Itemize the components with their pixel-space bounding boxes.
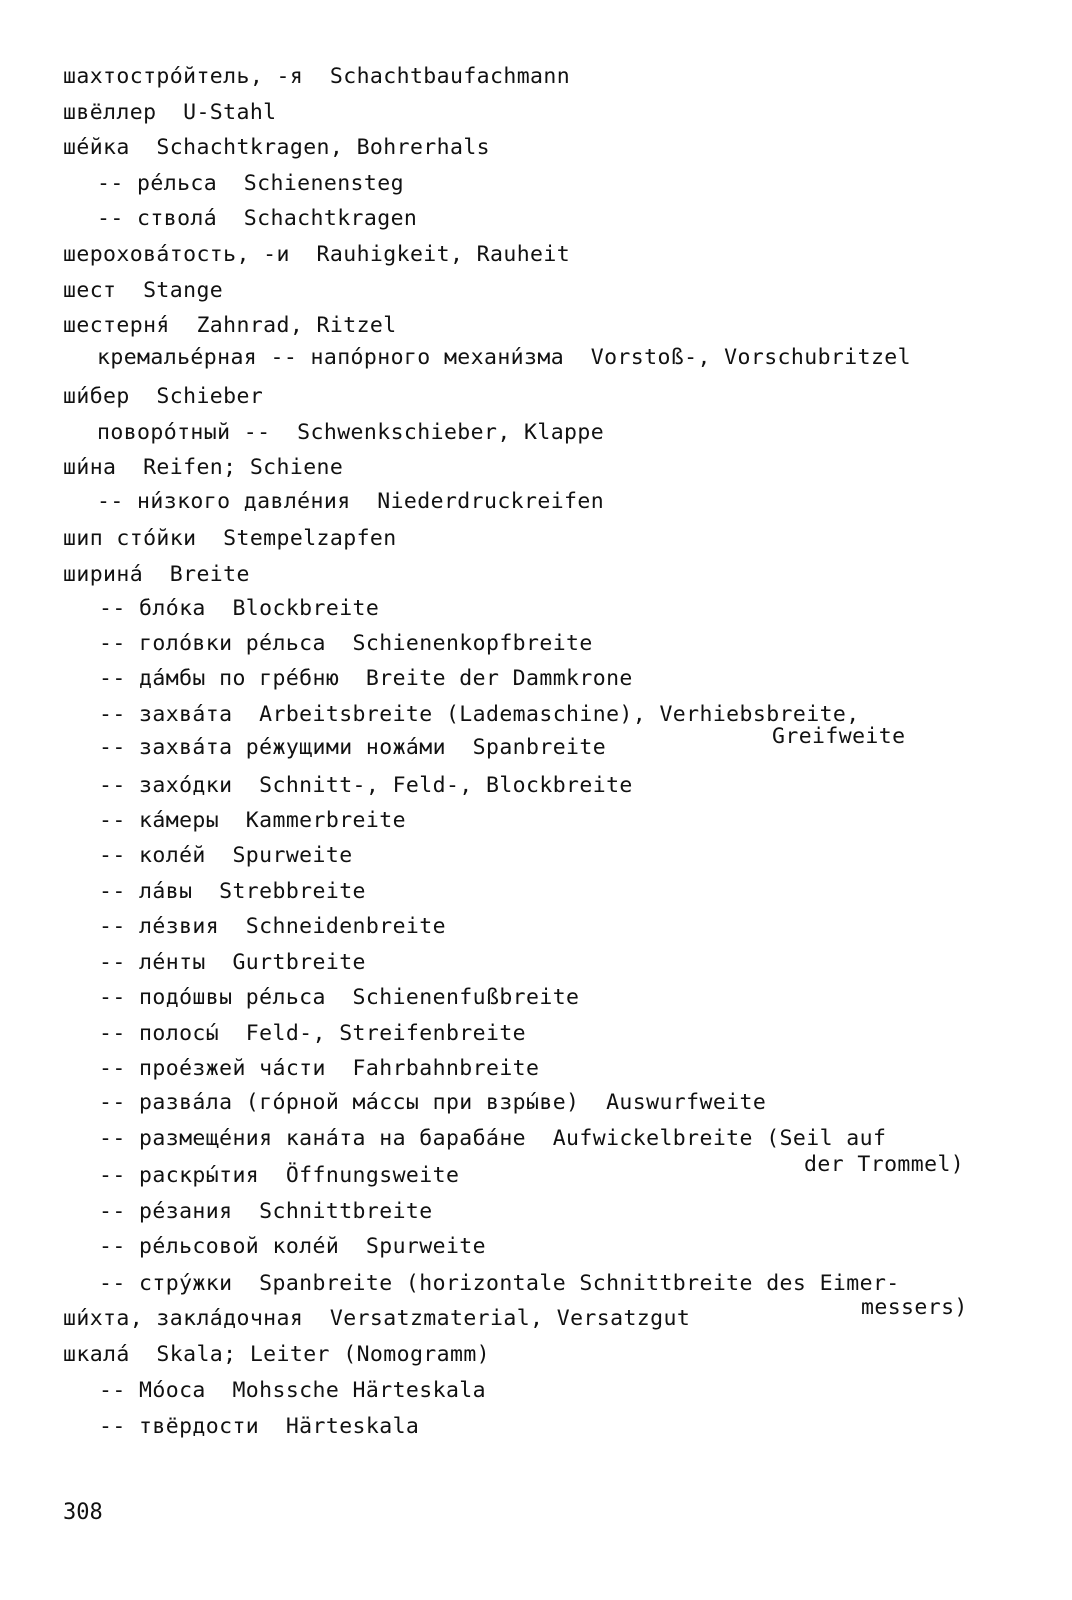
subentry-line: -- да́мбы по гре́бню Breite der Dammkrone (99, 666, 633, 691)
entry-line: шкала́ Skala; Leiter (Nomogramm) (63, 1342, 491, 1367)
subentry-line: -- полосы́ Feld-, Streifenbreite (99, 1021, 527, 1046)
entry-line: шестерня́ Zahnrad, Ritzel (63, 313, 397, 338)
subentry-line: -- голо́вки ре́льса Schienenkopfbreite (99, 631, 593, 656)
subentry-line: -- стру́жки Spanbreite (horizontale Schnittbreite des Eimer- (99, 1271, 900, 1296)
entry-line: ширина́ Breite (63, 562, 250, 587)
entry-line: ши́хта, закла́дочная Versatzmaterial, Versatzgut (63, 1306, 691, 1331)
subentry-line: -- размеще́ния кана́та на бараба́не Aufwickelbreite (Seil auf (99, 1126, 887, 1151)
subentry-line: -- ре́льса Schienensteg (97, 171, 404, 196)
entry-line: шест Stange (63, 278, 224, 303)
entry-line: швёллер U-Stahl (63, 100, 277, 125)
subentry-line: -- ле́звия Schneidenbreite (99, 914, 446, 939)
entry-line: шерохова́тость, -и Rauhigkeit, Rauheit (63, 242, 571, 267)
entry-line: ши́бер Schieber (63, 384, 264, 409)
entry-line: ши́на Reifen; Schiene (63, 455, 344, 480)
entry-line: шип сто́йки Stempelzapfen (63, 526, 397, 551)
continuation-line: messers) (861, 1295, 968, 1320)
entry-line: шахтостро́йтель, -я Schachtbaufachmann (63, 64, 571, 89)
subentry-line: -- Мо́оса Mohssche Härteskala (99, 1378, 486, 1403)
subentry-line: -- коле́й Spurweite (99, 843, 353, 868)
subentry-line: -- ле́нты Gurtbreite (99, 950, 366, 975)
subentry-line: -- твёрдости Härteskala (99, 1414, 420, 1439)
subentry-line: -- захва́та ре́жущими ножа́ми Spanbreite (99, 735, 607, 760)
subentry-line: -- захо́дки Schnitt-, Feld-, Blockbreite (99, 773, 633, 798)
subentry-line: -- раскры́тия Öffnungsweite (99, 1163, 460, 1188)
page-number: 308 (63, 1500, 103, 1525)
subentry-line: -- ла́вы Strebbreite (99, 879, 366, 904)
subentry-line: -- ре́зания Schnittbreite (99, 1199, 433, 1224)
entry-line: ше́йка Schachtkragen, Bohrerhals (63, 135, 491, 160)
subentry-line: -- захва́та Arbeitsbreite (Lademaschine), Verhiebsbreite, (99, 702, 860, 727)
subentry-line: -- подо́швы ре́льса Schienenfußbreite (99, 985, 580, 1010)
subentry-line: -- прое́зжей ча́сти Fahrbahnbreite (99, 1056, 540, 1081)
subentry-line: -- ни́зкого давле́ния Niederdruckreifen (97, 489, 605, 514)
continuation-line: der Trommel) (804, 1152, 965, 1177)
continuation-line: Greifweite (772, 724, 906, 749)
subentry-line: -- ка́меры Kammerbreite (99, 808, 406, 833)
subentry-line: -- бло́ка Blockbreite (99, 596, 380, 621)
subentry-line: -- ствола́ Schachtkragen (97, 206, 418, 231)
subentry-line: поворо́тный -- Schwenkschieber, Klappe (97, 420, 605, 445)
subentry-line: кремалье́рная -- напо́рного механи́зма Vorstoß-, Vorschubritzel (97, 345, 911, 370)
subentry-line: -- ре́льсовой коле́й Spurweite (99, 1234, 486, 1259)
subentry-line: -- разва́ла (го́рной ма́ссы при взры́ве) Auswurfweite (99, 1090, 767, 1115)
